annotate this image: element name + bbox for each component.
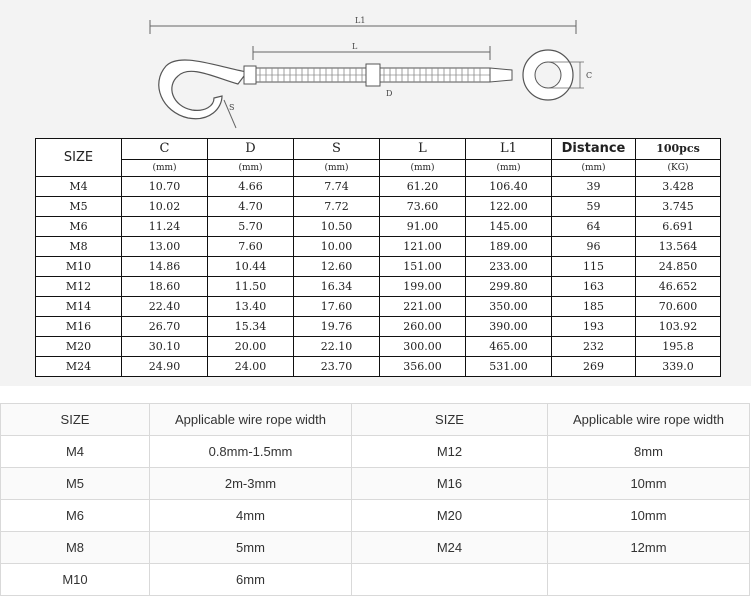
spec-cell: 24.00: [208, 357, 294, 377]
spec-cell: 13.40: [208, 297, 294, 317]
spec-cell: 12.60: [294, 257, 380, 277]
spec-row: [36, 277, 721, 297]
spec-cell: 106.40: [466, 177, 552, 197]
spec-cell: 18.60: [122, 277, 208, 297]
spec-unit-c: (mm): [122, 160, 208, 177]
spec-row: [36, 237, 721, 257]
spec-cell: 260.00: [380, 317, 466, 337]
spec-cell: 19.76: [294, 317, 380, 337]
spec-cell: 61.20: [380, 177, 466, 197]
spec-row: [36, 217, 721, 237]
spec-unit-d: (mm): [208, 160, 294, 177]
spec-cell: 7.72: [294, 197, 380, 217]
spec-cell: 269: [552, 357, 636, 377]
wire-width-cell: 12mm: [548, 532, 750, 564]
spec-cell: 16.34: [294, 277, 380, 297]
spec-cell: 10.02: [122, 197, 208, 217]
spec-cell: 39: [552, 177, 636, 197]
wire-size-cell: M12: [352, 436, 548, 468]
spec-cell: 22.40: [122, 297, 208, 317]
spec-cell: M16: [36, 317, 122, 337]
spec-cell: 4.66: [208, 177, 294, 197]
spec-row: [36, 337, 721, 357]
wire-size-cell: M8: [1, 532, 150, 564]
spec-cell: 17.60: [294, 297, 380, 317]
spec-cell: 339.0: [636, 357, 721, 377]
dim-label-d: D: [386, 89, 393, 98]
spec-header-c: C: [122, 139, 208, 160]
spec-cell: 3.428: [636, 177, 721, 197]
wire-rope-table: [0, 403, 750, 596]
spec-cell: 10.70: [122, 177, 208, 197]
spec-cell: 11.50: [208, 277, 294, 297]
spec-row: [36, 317, 721, 337]
spec-cell: 163: [552, 277, 636, 297]
spec-cell: 10.00: [294, 237, 380, 257]
spec-cell: 26.70: [122, 317, 208, 337]
spec-cell: 356.00: [380, 357, 466, 377]
spec-cell: 10.50: [294, 217, 380, 237]
spec-cell: 121.00: [380, 237, 466, 257]
spec-unit-distance: (mm): [552, 160, 636, 177]
spec-cell: 13.564: [636, 237, 721, 257]
spec-cell: 221.00: [380, 297, 466, 317]
wire-width-cell: 5mm: [150, 532, 352, 564]
spec-cell: 7.74: [294, 177, 380, 197]
spec-cell: 151.00: [380, 257, 466, 277]
spec-cell: 4.70: [208, 197, 294, 217]
spec-cell: 300.00: [380, 337, 466, 357]
wire-size-cell: M5: [1, 468, 150, 500]
spec-cell: 103.92: [636, 317, 721, 337]
spec-cell: 193: [552, 317, 636, 337]
spec-cell: 14.86: [122, 257, 208, 277]
spec-unit-l1: (mm): [466, 160, 552, 177]
spec-cell: 122.00: [466, 197, 552, 217]
spec-header-100pcs: 100pcs: [636, 139, 721, 160]
wire-table-row: [1, 532, 750, 564]
spec-cell: 46.652: [636, 277, 721, 297]
spec-cell: M8: [36, 237, 122, 257]
spec-row: [36, 297, 721, 317]
spec-row: [36, 257, 721, 277]
spec-cell: 13.00: [122, 237, 208, 257]
spec-unit-weight: (KG): [636, 160, 721, 177]
dim-label-s: S: [229, 103, 235, 112]
spec-cell: M20: [36, 337, 122, 357]
wire-size-cell: M10: [1, 564, 150, 596]
spec-cell: 531.00: [466, 357, 552, 377]
spec-header-l: L: [380, 139, 466, 160]
spec-cell: 3.745: [636, 197, 721, 217]
spec-unit-s: (mm): [294, 160, 380, 177]
wire-width-cell: 10mm: [548, 500, 750, 532]
spec-cell: 30.10: [122, 337, 208, 357]
wire-size-cell: M24: [352, 532, 548, 564]
spec-cell: 465.00: [466, 337, 552, 357]
wire-header-size: SIZE: [352, 404, 548, 436]
wire-size-cell: [352, 564, 548, 596]
spec-cell: 96: [552, 237, 636, 257]
wire-size-cell: M6: [1, 500, 150, 532]
spec-cell: M4: [36, 177, 122, 197]
spec-cell: M12: [36, 277, 122, 297]
spec-header-row: [36, 139, 721, 160]
spec-cell: 115: [552, 257, 636, 277]
spec-units-row: [36, 160, 721, 177]
spec-cell: 299.80: [466, 277, 552, 297]
wire-header-width: Applicable wire rope width: [150, 404, 352, 436]
spec-cell: M24: [36, 357, 122, 377]
dim-label-c: C: [586, 71, 593, 80]
spec-header-s: S: [294, 139, 380, 160]
spec-header-d: D: [208, 139, 294, 160]
spec-cell: 20.00: [208, 337, 294, 357]
wire-size-cell: M16: [352, 468, 548, 500]
spec-row: [36, 357, 721, 377]
dim-label-l: L: [352, 42, 358, 51]
wire-table-header-row: [1, 404, 750, 436]
spec-row: [36, 177, 721, 197]
wire-table-row: [1, 468, 750, 500]
spec-cell: 185: [552, 297, 636, 317]
wire-width-cell: 10mm: [548, 468, 750, 500]
spec-cell: 64: [552, 217, 636, 237]
wire-width-cell: 8mm: [548, 436, 750, 468]
spec-cell: 6.691: [636, 217, 721, 237]
spec-cell: 73.60: [380, 197, 466, 217]
turnbuckle-diagram: [0, 0, 751, 135]
spec-cell: 350.00: [466, 297, 552, 317]
spec-cell: 70.600: [636, 297, 721, 317]
spec-cell: 91.00: [380, 217, 466, 237]
spec-cell: 390.00: [466, 317, 552, 337]
wire-width-cell: 2m-3mm: [150, 468, 352, 500]
spec-row: [36, 197, 721, 217]
wire-table-row: [1, 564, 750, 596]
spec-cell: M10: [36, 257, 122, 277]
spec-cell: 24.90: [122, 357, 208, 377]
spec-cell: M5: [36, 197, 122, 217]
wire-width-cell: 6mm: [150, 564, 352, 596]
wire-header-size: SIZE: [1, 404, 150, 436]
spec-cell: 189.00: [466, 237, 552, 257]
wire-table-row: [1, 500, 750, 532]
wire-header-width: Applicable wire rope width: [548, 404, 750, 436]
spec-cell: 199.00: [380, 277, 466, 297]
spec-cell: 5.70: [208, 217, 294, 237]
wire-table-row: [1, 436, 750, 468]
spec-unit-l: (mm): [380, 160, 466, 177]
spec-cell: 15.34: [208, 317, 294, 337]
spec-cell: 195.8: [636, 337, 721, 357]
spec-cell: 11.24: [122, 217, 208, 237]
dim-label-l1: L1: [355, 16, 366, 25]
wire-width-cell: 0.8mm-1.5mm: [150, 436, 352, 468]
spec-cell: 22.10: [294, 337, 380, 357]
wire-width-cell: 4mm: [150, 500, 352, 532]
spec-table: [35, 138, 721, 377]
spec-cell: M6: [36, 217, 122, 237]
spec-cell: 232: [552, 337, 636, 357]
wire-size-cell: M20: [352, 500, 548, 532]
spec-cell: 59: [552, 197, 636, 217]
spec-cell: 145.00: [466, 217, 552, 237]
spec-cell: 233.00: [466, 257, 552, 277]
spec-header-size: SIZE: [36, 139, 122, 177]
spec-header-distance: Distance: [552, 139, 636, 160]
spec-cell: 24.850: [636, 257, 721, 277]
wire-size-cell: M4: [1, 436, 150, 468]
spec-cell: M14: [36, 297, 122, 317]
spec-cell: 7.60: [208, 237, 294, 257]
wire-width-cell: [548, 564, 750, 596]
spec-cell: 10.44: [208, 257, 294, 277]
spec-header-l1: L1: [466, 139, 552, 160]
spec-cell: 23.70: [294, 357, 380, 377]
